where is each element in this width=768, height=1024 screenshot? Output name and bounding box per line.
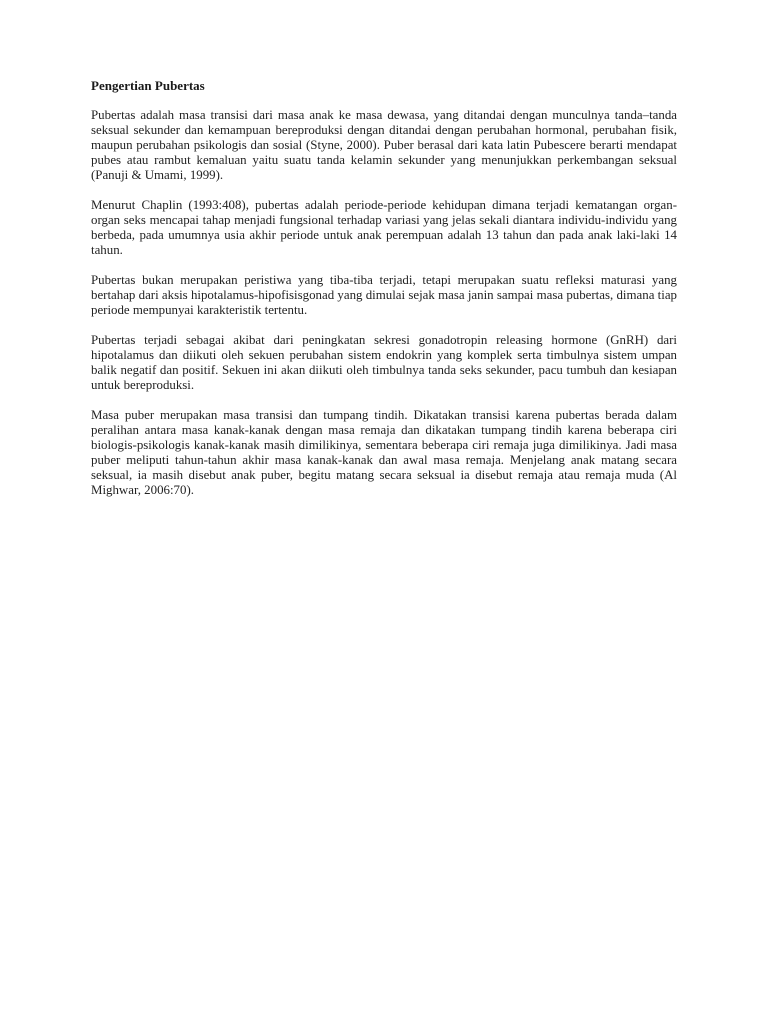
paragraph-definition: Pubertas adalah masa transisi dari masa anak ke masa dewasa, yang ditandai dengan munculnya tanda–tanda seksual sekunder dan kemampuan bereproduksi dengan ditandai dengan perubahan hormonal, perubahan fisik, maupun perubahan psikologis dan sosial (Styne, 2000). Puber berasal dari kata latin Pubescere berarti mendapat pubes atau rambut kemaluan yaitu suatu tanda kelamin sekunder yang menunjukkan perkembangan seksual (Panuji & Umami, 1999). — [91, 108, 677, 182]
paragraph-gnrh: Pubertas terjadi sebagai akibat dari peningkatan sekresi gonadotropin releasing hormone (GnRH) dari hipotalamus dan diikuti oleh sekuen perubahan sistem endokrin yang komplek serta timbulnya sistem umpan balik negatif dan positif. Sekuen ini akan diikuti oleh timbulnya tanda seks sekunder, pacu tumbuh dan kesiapan untuk bereproduksi. — [91, 333, 677, 392]
paragraph-chaplin: Menurut Chaplin (1993:408), pubertas adalah periode-periode kehidupan dimana terjadi kematangan organ-organ seks mencapai tahap menjadi fungsional terhadap variasi yang jelas sekali diantara individu-individu yang berbeda, pada umumnya usia akhir periode untuk anak perempuan adalah 13 tahun dan pada anak laki-laki 14 tahun. — [91, 198, 677, 257]
document-page — [91, 78, 677, 513]
paragraph-transition: Masa puber merupakan masa transisi dan tumpang tindih. Dikatakan transisi karena pubertas berada dalam peralihan antara masa kanak-kanak dengan masa remaja dan dikatakan tumpang tindih karena beberapa ciri biologis-psikologis kanak-kanak masih dimilikinya, sementara beberapa ciri remaja juga dimilikinya. Jadi masa puber meliputi tahun-tahun akhir masa kanak-kanak dan awal masa remaja. Menjelang anak matang secara seksual, ia masih disebut anak puber, begitu matang secara seksual ia disebut remaja atau remaja muda (Al Mighwar, 2006:70). — [91, 408, 677, 497]
document-title: Pengertian Pubertas — [91, 78, 205, 93]
paragraph-maturation: Pubertas bukan merupakan peristiwa yang tiba-tiba terjadi, tetapi merupakan suatu refleksi maturasi yang bertahap dari aksis hipotalamus-hipofisisgonad yang dimulai sejak masa janin sampai masa pubertas, dimana tiap periode mempunyai karakteristik tertentu. — [91, 273, 677, 317]
